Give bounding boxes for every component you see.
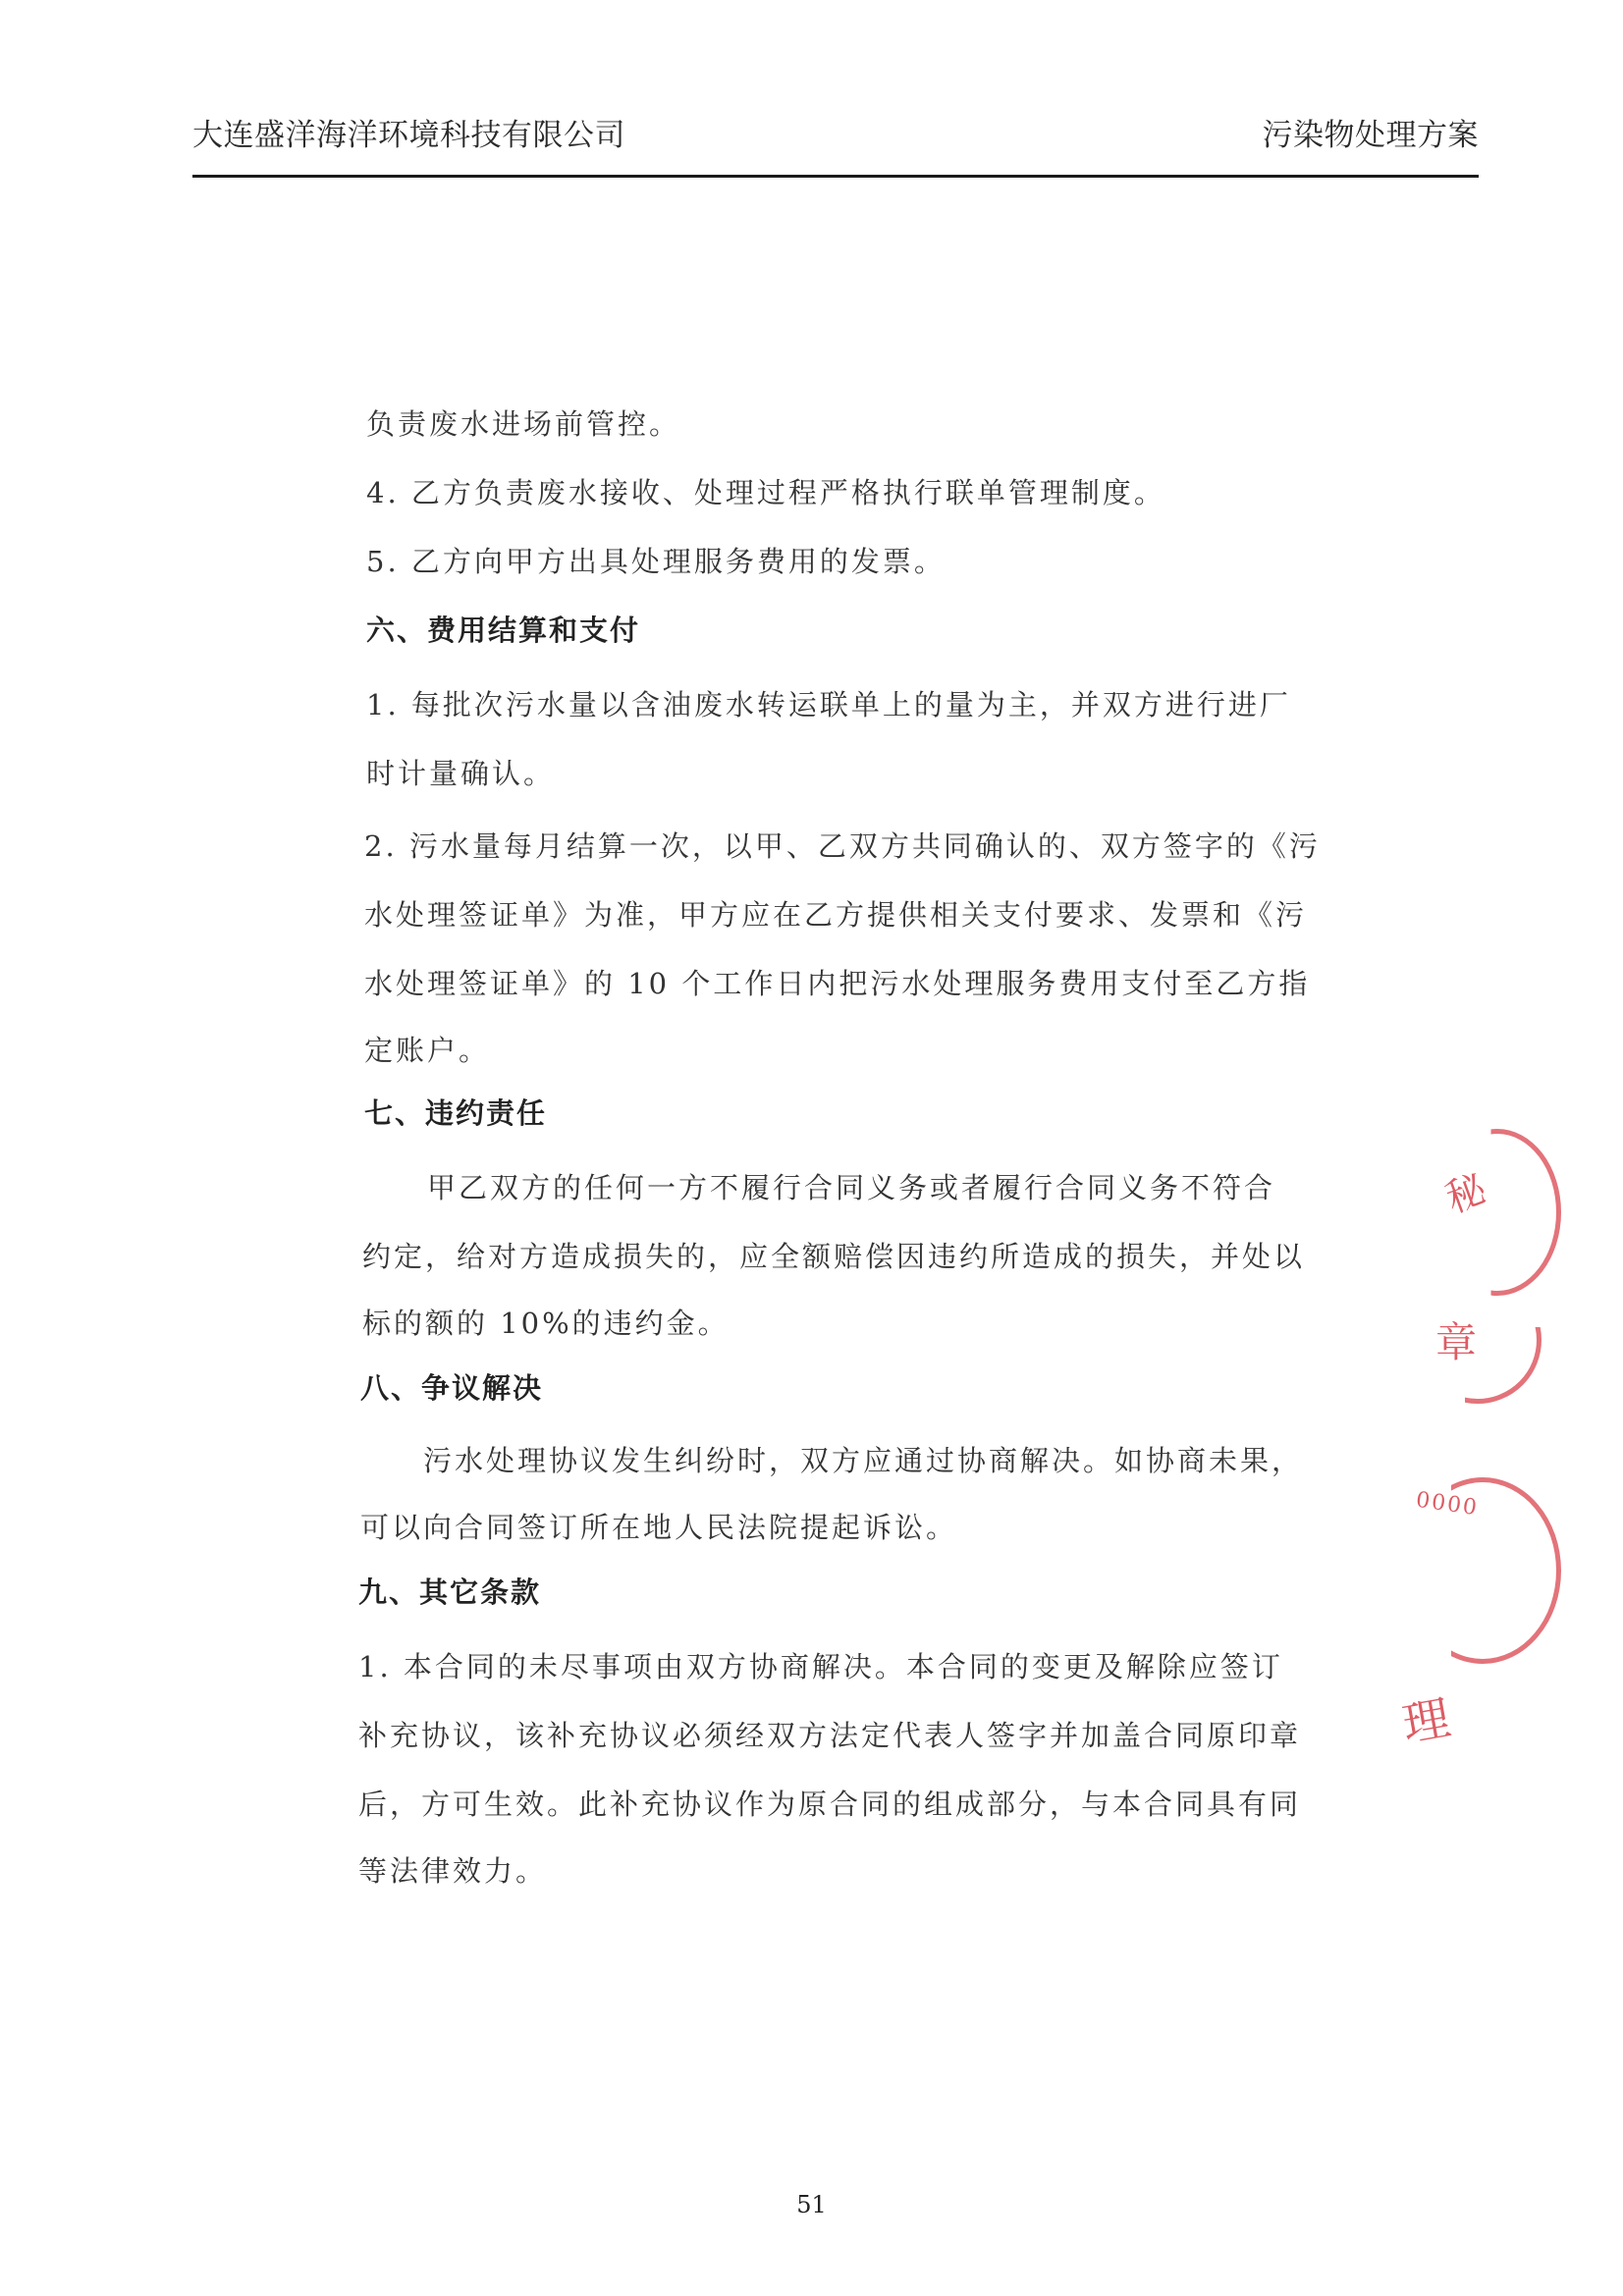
text-line: 后，方可生效。此补充协议作为原合同的组成部分，与本合同具有同 (358, 1788, 1302, 1821)
seal-char-3: 理 (1398, 1690, 1455, 1753)
text-line: 约定，给对方造成损失的，应全额赔偿因违约所造成的损失，并处以 (362, 1240, 1306, 1273)
text-line: 可以向合同签订所在地人民法院提起诉讼。 (360, 1511, 958, 1544)
text-line: 水处理签证单》的 10 个工作日内把污水处理服务费用支付至乙方指 (364, 967, 1311, 1000)
text-line: 标的额的 10%的违约金。 (362, 1307, 730, 1340)
section-heading: 七、违约责任 (364, 1096, 548, 1130)
section-heading: 九、其它条款 (358, 1575, 542, 1609)
seal-char-2: 章 (1435, 1318, 1478, 1366)
page-number: 51 (796, 2191, 827, 2218)
text-line: 定账户。 (364, 1034, 491, 1067)
text-line: 水处理签证单》为准，甲方应在乙方提供相关支付要求、发票和《污 (364, 898, 1308, 932)
text-line: 补充协议，该补充协议必须经双方法定代表人签字并加盖合同原印章 (358, 1719, 1302, 1752)
text-line: 1. 每批次污水量以含油废水转运联单上的量为主，并双方进行进厂 (366, 688, 1291, 721)
text-line: 负责废水进场前管控。 (366, 407, 681, 441)
company-name: 大连盛洋海洋环境科技有限公司 (192, 118, 625, 153)
seal-number: 0000 (1414, 1487, 1481, 1522)
text-line: 污水处理协议发生纠纷时，双方应通过协商解决。如协商未果， (423, 1444, 1304, 1477)
section-heading: 八、争议解决 (360, 1371, 544, 1405)
text-line: 5. 乙方向甲方出具处理服务费用的发票。 (366, 545, 946, 578)
section-heading: 六、费用结算和支付 (366, 614, 641, 647)
text-line: 1. 本合同的未尽事项由双方协商解决。本合同的变更及解除应签订 (358, 1650, 1283, 1683)
text-line: 甲乙双方的任何一方不履行合同义务或者履行合同义务不符合 (427, 1171, 1276, 1204)
text-line: 2. 污水量每月结算一次，以甲、乙双方共同确认的、双方签字的《污 (364, 829, 1321, 863)
document-title: 污染物处理方案 (1262, 118, 1479, 153)
seal-char-1: 秘 (1439, 1166, 1492, 1223)
text-line: 4. 乙方负责废水接收、处理过程严格执行联单管理制度。 (366, 476, 1165, 509)
text-line: 时计量确认。 (366, 757, 556, 790)
text-line: 等法律效力。 (358, 1854, 548, 1888)
